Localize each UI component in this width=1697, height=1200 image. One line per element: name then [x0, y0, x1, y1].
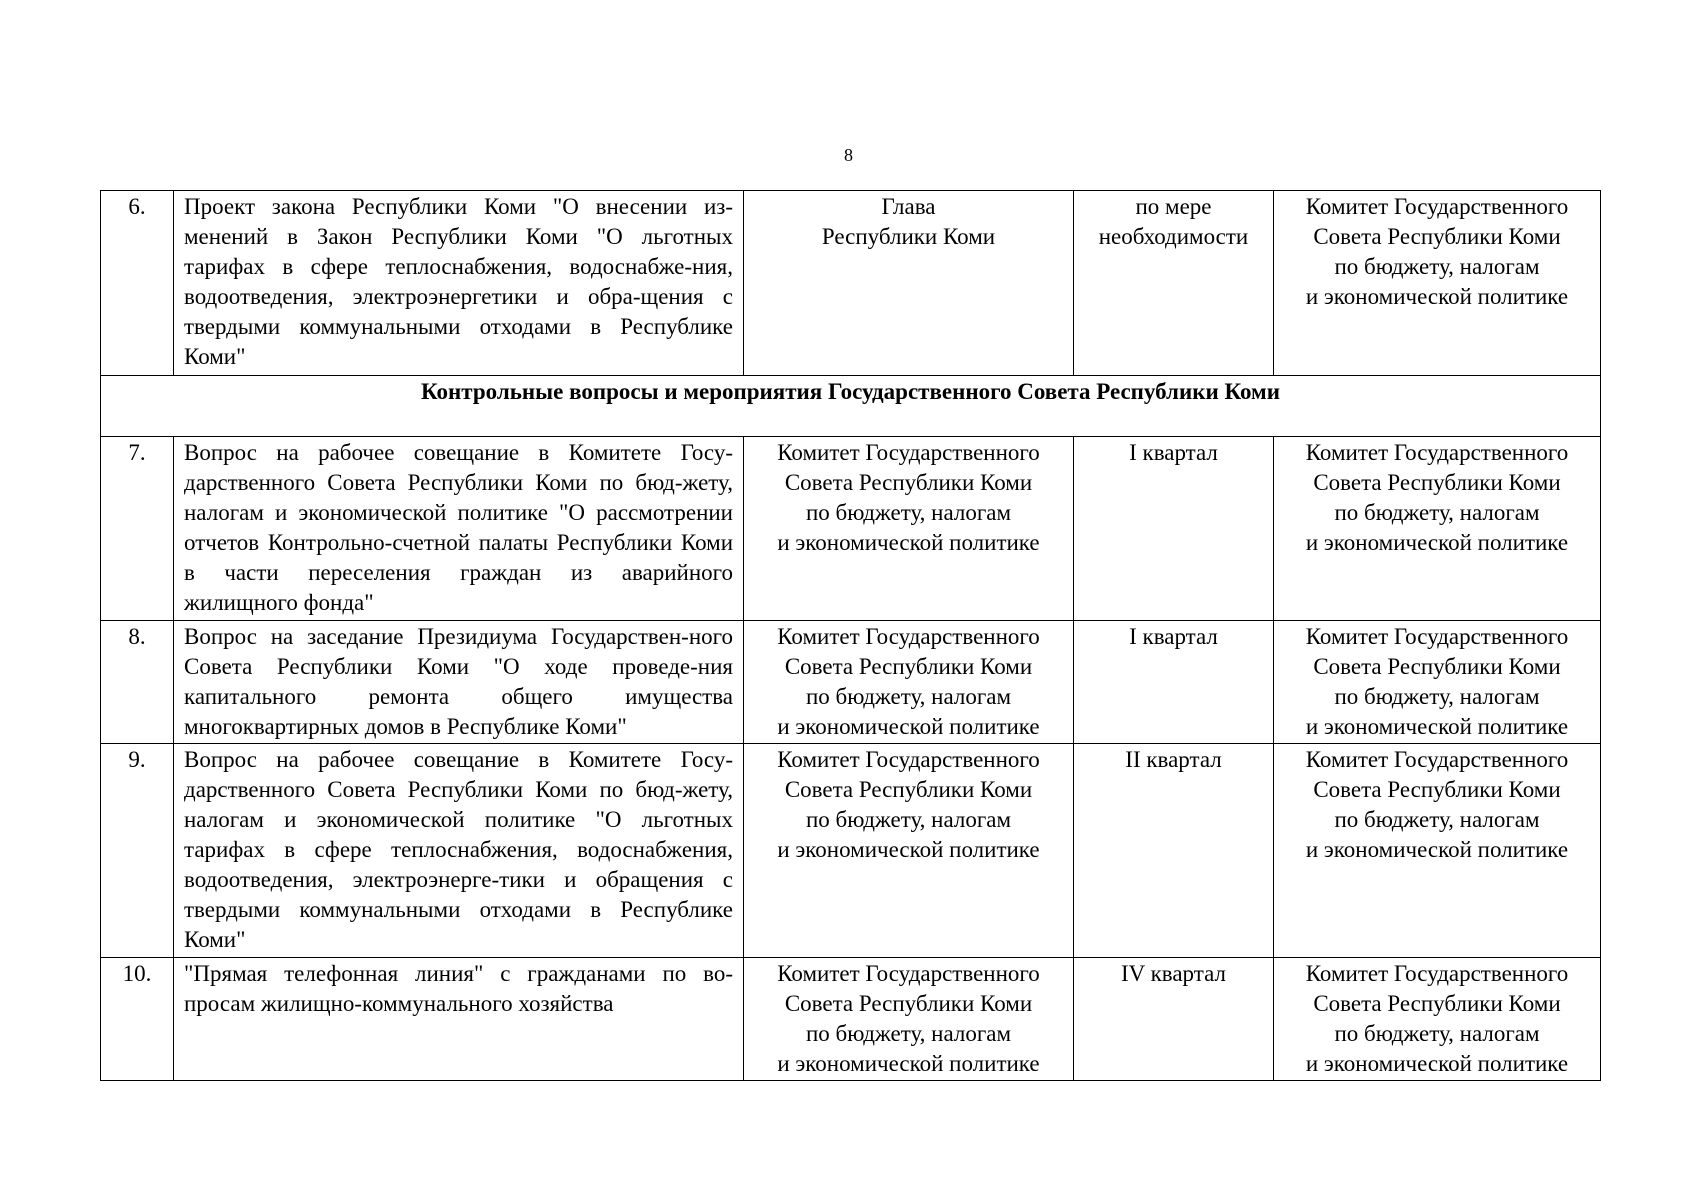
- table-row: [101, 191, 1601, 376]
- initiator: Глава Республики Коми: [744, 191, 1074, 376]
- initiator: Комитет Государственного Совета Республики Коми по бюджету, налогам и экономической политике: [744, 437, 1074, 621]
- section-title: Контрольные вопросы и мероприятия Государственного Совета Республики Коми: [101, 376, 1601, 437]
- term: IV квартал: [1074, 958, 1274, 1081]
- responsible: Комитет Государственного Совета Республики Коми по бюджету, налогам и экономической политике: [1274, 437, 1601, 621]
- row-number: 8.: [101, 621, 174, 744]
- event-name: Вопрос на рабочее совещание в Комитете Госу-дарственного Совета Республики Коми по бюд-жету, налогам и экономической политике "О рассмотрении отчетов Контрольно-счетной палаты Республики Коми в части переселения граждан из аварийного жилищного фонда": [174, 437, 744, 621]
- table-row: [101, 744, 1601, 958]
- term: II квартал: [1074, 744, 1274, 958]
- table-row: [101, 958, 1601, 1081]
- term: I квартал: [1074, 437, 1274, 621]
- plan-table: [100, 190, 1601, 1081]
- initiator: Комитет Государственного Совета Республики Коми по бюджету, налогам и экономической политике: [744, 958, 1074, 1081]
- event-name: Вопрос на заседание Президиума Государствен-ного Совета Республики Коми "О ходе проведе-ния капитального ремонта общего имущества многоквартирных домов в Республике Коми": [174, 621, 744, 744]
- responsible: Комитет Государственного Совета Республики Коми по бюджету, налогам и экономической политике: [1274, 621, 1601, 744]
- page-number: 8: [844, 145, 853, 165]
- responsible: Комитет Государственного Совета Республики Коми по бюджету, налогам и экономической политике: [1274, 744, 1601, 958]
- table-row: [101, 621, 1601, 744]
- table-row: [101, 437, 1601, 621]
- term: I квартал: [1074, 621, 1274, 744]
- section-row: [101, 376, 1601, 437]
- row-number: 7.: [101, 437, 174, 621]
- initiator: Комитет Государственного Совета Республики Коми по бюджету, налогам и экономической политике: [744, 621, 1074, 744]
- row-number: 6.: [101, 191, 174, 376]
- initiator: Комитет Государственного Совета Республики Коми по бюджету, налогам и экономической политике: [744, 744, 1074, 958]
- event-name: "Прямая телефонная линия" с гражданами по во-просам жилищно-коммунального хозяйства: [174, 958, 744, 1081]
- responsible: Комитет Государственного Совета Республики Коми по бюджету, налогам и экономической политике: [1274, 958, 1601, 1081]
- row-number: 9.: [101, 744, 174, 958]
- term: по мере необходимости: [1074, 191, 1274, 376]
- event-name: Вопрос на рабочее совещание в Комитете Госу-дарственного Совета Республики Коми по бюд-жету, налогам и экономической политике "О льготных тарифах в сфере теплоснабжения, водоснабжения, водоотведения, электроэнерге-тики и обращения с твердыми коммунальными отходами в Республике Коми": [174, 744, 744, 958]
- row-number: 10.: [101, 958, 174, 1081]
- event-name: Проект закона Республики Коми "О внесении из-менений в Закон Республики Коми "О льготных тарифах в сфере теплоснабжения, водоснабже-ния, водоотведения, электроэнергетики и обра-щения с твердыми коммунальными отходами в Республике Коми": [174, 191, 744, 376]
- responsible: Комитет Государственного Совета Республики Коми по бюджету, налогам и экономической политике: [1274, 191, 1601, 376]
